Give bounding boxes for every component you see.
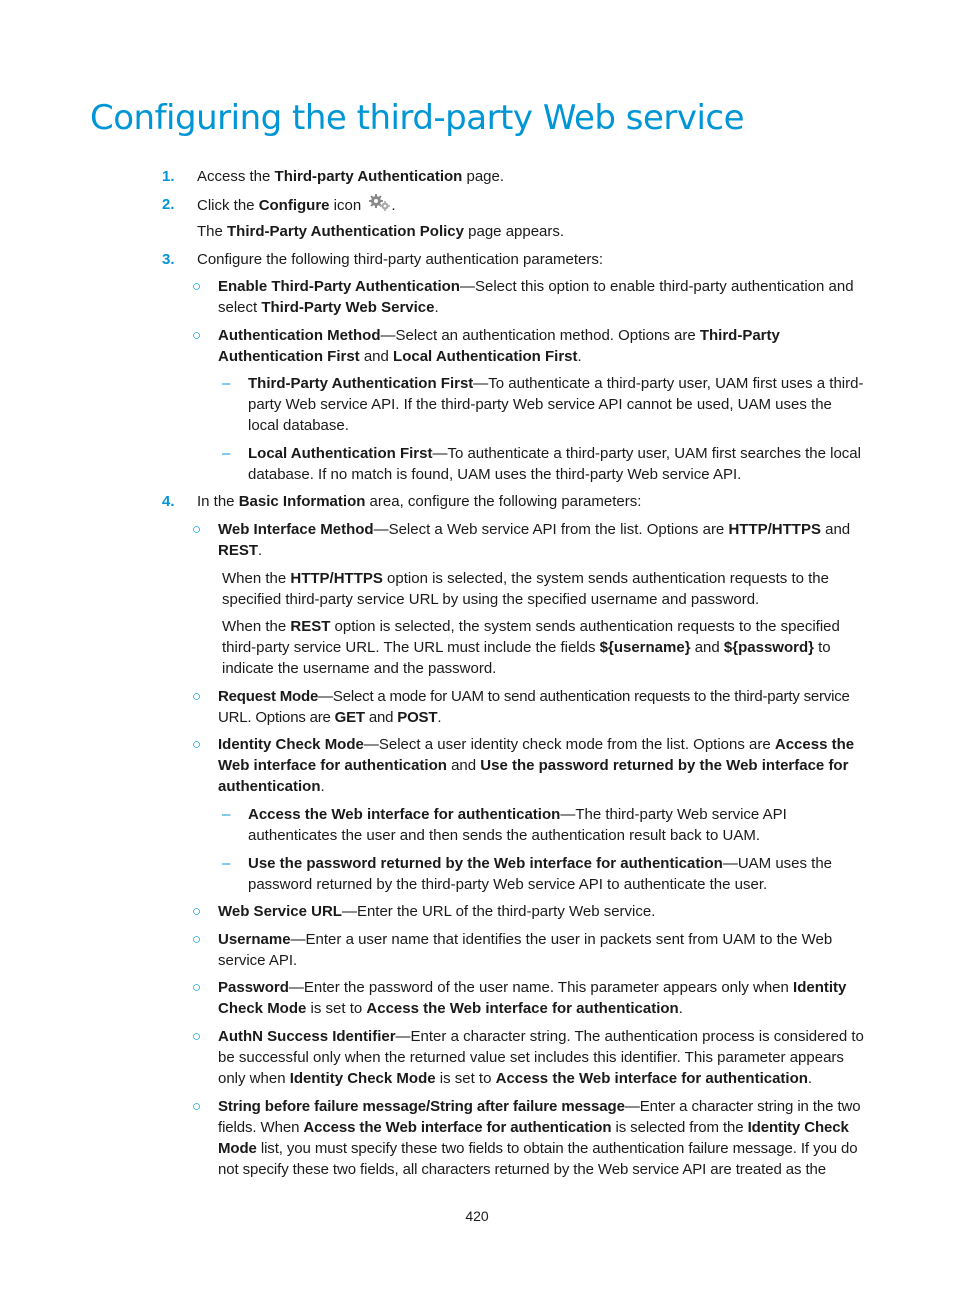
authentication-method-item: Authentication Method—Select an authentication method. Options are Third-Party Authentication First and Local Authentication First. <box>218 327 780 365</box>
configure-gear-icon <box>369 194 391 212</box>
page-number: 420 <box>465 1208 489 1224</box>
rest-note: When the REST option is selected, the system sends authentication requests to the specified third-party service URL. The URL must include the fields ${username} and ${password} to indicate the username and the password. <box>222 618 840 677</box>
step-3-text: Configure the following third-party authentication parameters: <box>197 251 604 268</box>
local-first-item: Local Authentication First—To authenticate a third-party user, UAM first searches the local database. If no match is found, UAM uses the third-party Web service API. <box>248 445 861 483</box>
bullet-circle: ○ <box>192 1028 202 1045</box>
bullet-circle: ○ <box>192 688 202 705</box>
web-interface-method-item: Web Interface Method—Select a Web service API from the list. Options are HTTP/HTTPS and REST. <box>218 521 851 559</box>
step-2-text: Click the Configure icon . <box>197 194 867 216</box>
bullet-dash: – <box>222 855 231 872</box>
bullet-circle: ○ <box>192 903 202 920</box>
bullet-circle: ○ <box>192 736 202 753</box>
third-party-first-item: Third-Party Authentication First—To authenticate a third-party user, UAM first uses a third-party Web service API. If the third-party Web service API cannot be used, UAM uses the local database. <box>248 375 864 434</box>
failure-message-strings-item: String before failure message/String after failure message—Enter a character string in the two fields. When Access the Web interface for authentication is selected from the Identity Check Mode list, you must specify these two fields to obtain the authentication failure message. If you do not specify these two fields, all characters returned by the Web service API are treated as the <box>218 1098 861 1178</box>
use-returned-password-item: Use the password returned by the Web interface for authentication—UAM uses the password returned by the third-party Web service API to authenticate the user. <box>248 855 833 893</box>
enable-third-party-auth-item: Enable Third-Party Authentication—Select this option to enable third-party authentication and select Third-Party Web Service. <box>218 278 854 316</box>
bullet-circle: ○ <box>192 1098 202 1115</box>
page-title: Configuring the third-party Web service <box>90 98 745 138</box>
authn-success-identifier-item: AuthN Success Identifier—Enter a character string. The authentication process is considered to be successful only when the returned value set includes this identifier. This parameter appears only when Identity Check Mode is set to Access the Web interface for authentication. <box>218 1028 864 1087</box>
bullet-dash: – <box>222 445 231 462</box>
username-item: Username—Enter a user name that identifies the user in packets sent from UAM to the Web service API. <box>218 931 833 969</box>
request-mode-item: Request Mode—Select a mode for UAM to send authentication requests to the third-party service URL. Options are GET and POST. <box>218 688 850 726</box>
step-1-text: Access the Third-party Authentication page. <box>197 168 505 185</box>
step-number: 2. <box>162 196 175 213</box>
bullet-circle: ○ <box>192 278 202 295</box>
bullet-dash: – <box>222 375 231 392</box>
bullet-dash: – <box>222 806 231 823</box>
bullet-circle: ○ <box>192 931 202 948</box>
step-number: 1. <box>162 168 175 185</box>
bullet-circle: ○ <box>192 521 202 538</box>
password-item: Password—Enter the password of the user name. This parameter appears only when Identity Check Mode is set to Access the Web interface for authentication. <box>218 979 847 1017</box>
bullet-circle: ○ <box>192 327 202 344</box>
web-service-url-item: Web Service URL—Enter the URL of the third-party Web service. <box>218 903 656 920</box>
step-number: 4. <box>162 493 175 510</box>
step-4-text: In the Basic Information area, configure the following parameters: <box>197 493 642 510</box>
bullet-circle: ○ <box>192 979 202 996</box>
http-https-note: When the HTTP/HTTPS option is selected, the system sends authentication requests to the specified third-party service URL by using the specified username and password. <box>222 570 829 608</box>
identity-check-mode-item: Identity Check Mode—Select a user identity check mode from the list. Options are Access the Web interface for authentication and Use the password returned by the Web interface for authentication. <box>218 736 855 795</box>
access-web-interface-item: Access the Web interface for authentication—The third-party Web service API authenticates the user and then sends the authentication result back to UAM. <box>248 806 787 844</box>
step-2-note: The Third-Party Authentication Policy page appears. <box>197 223 565 240</box>
step-number: 3. <box>162 251 175 268</box>
